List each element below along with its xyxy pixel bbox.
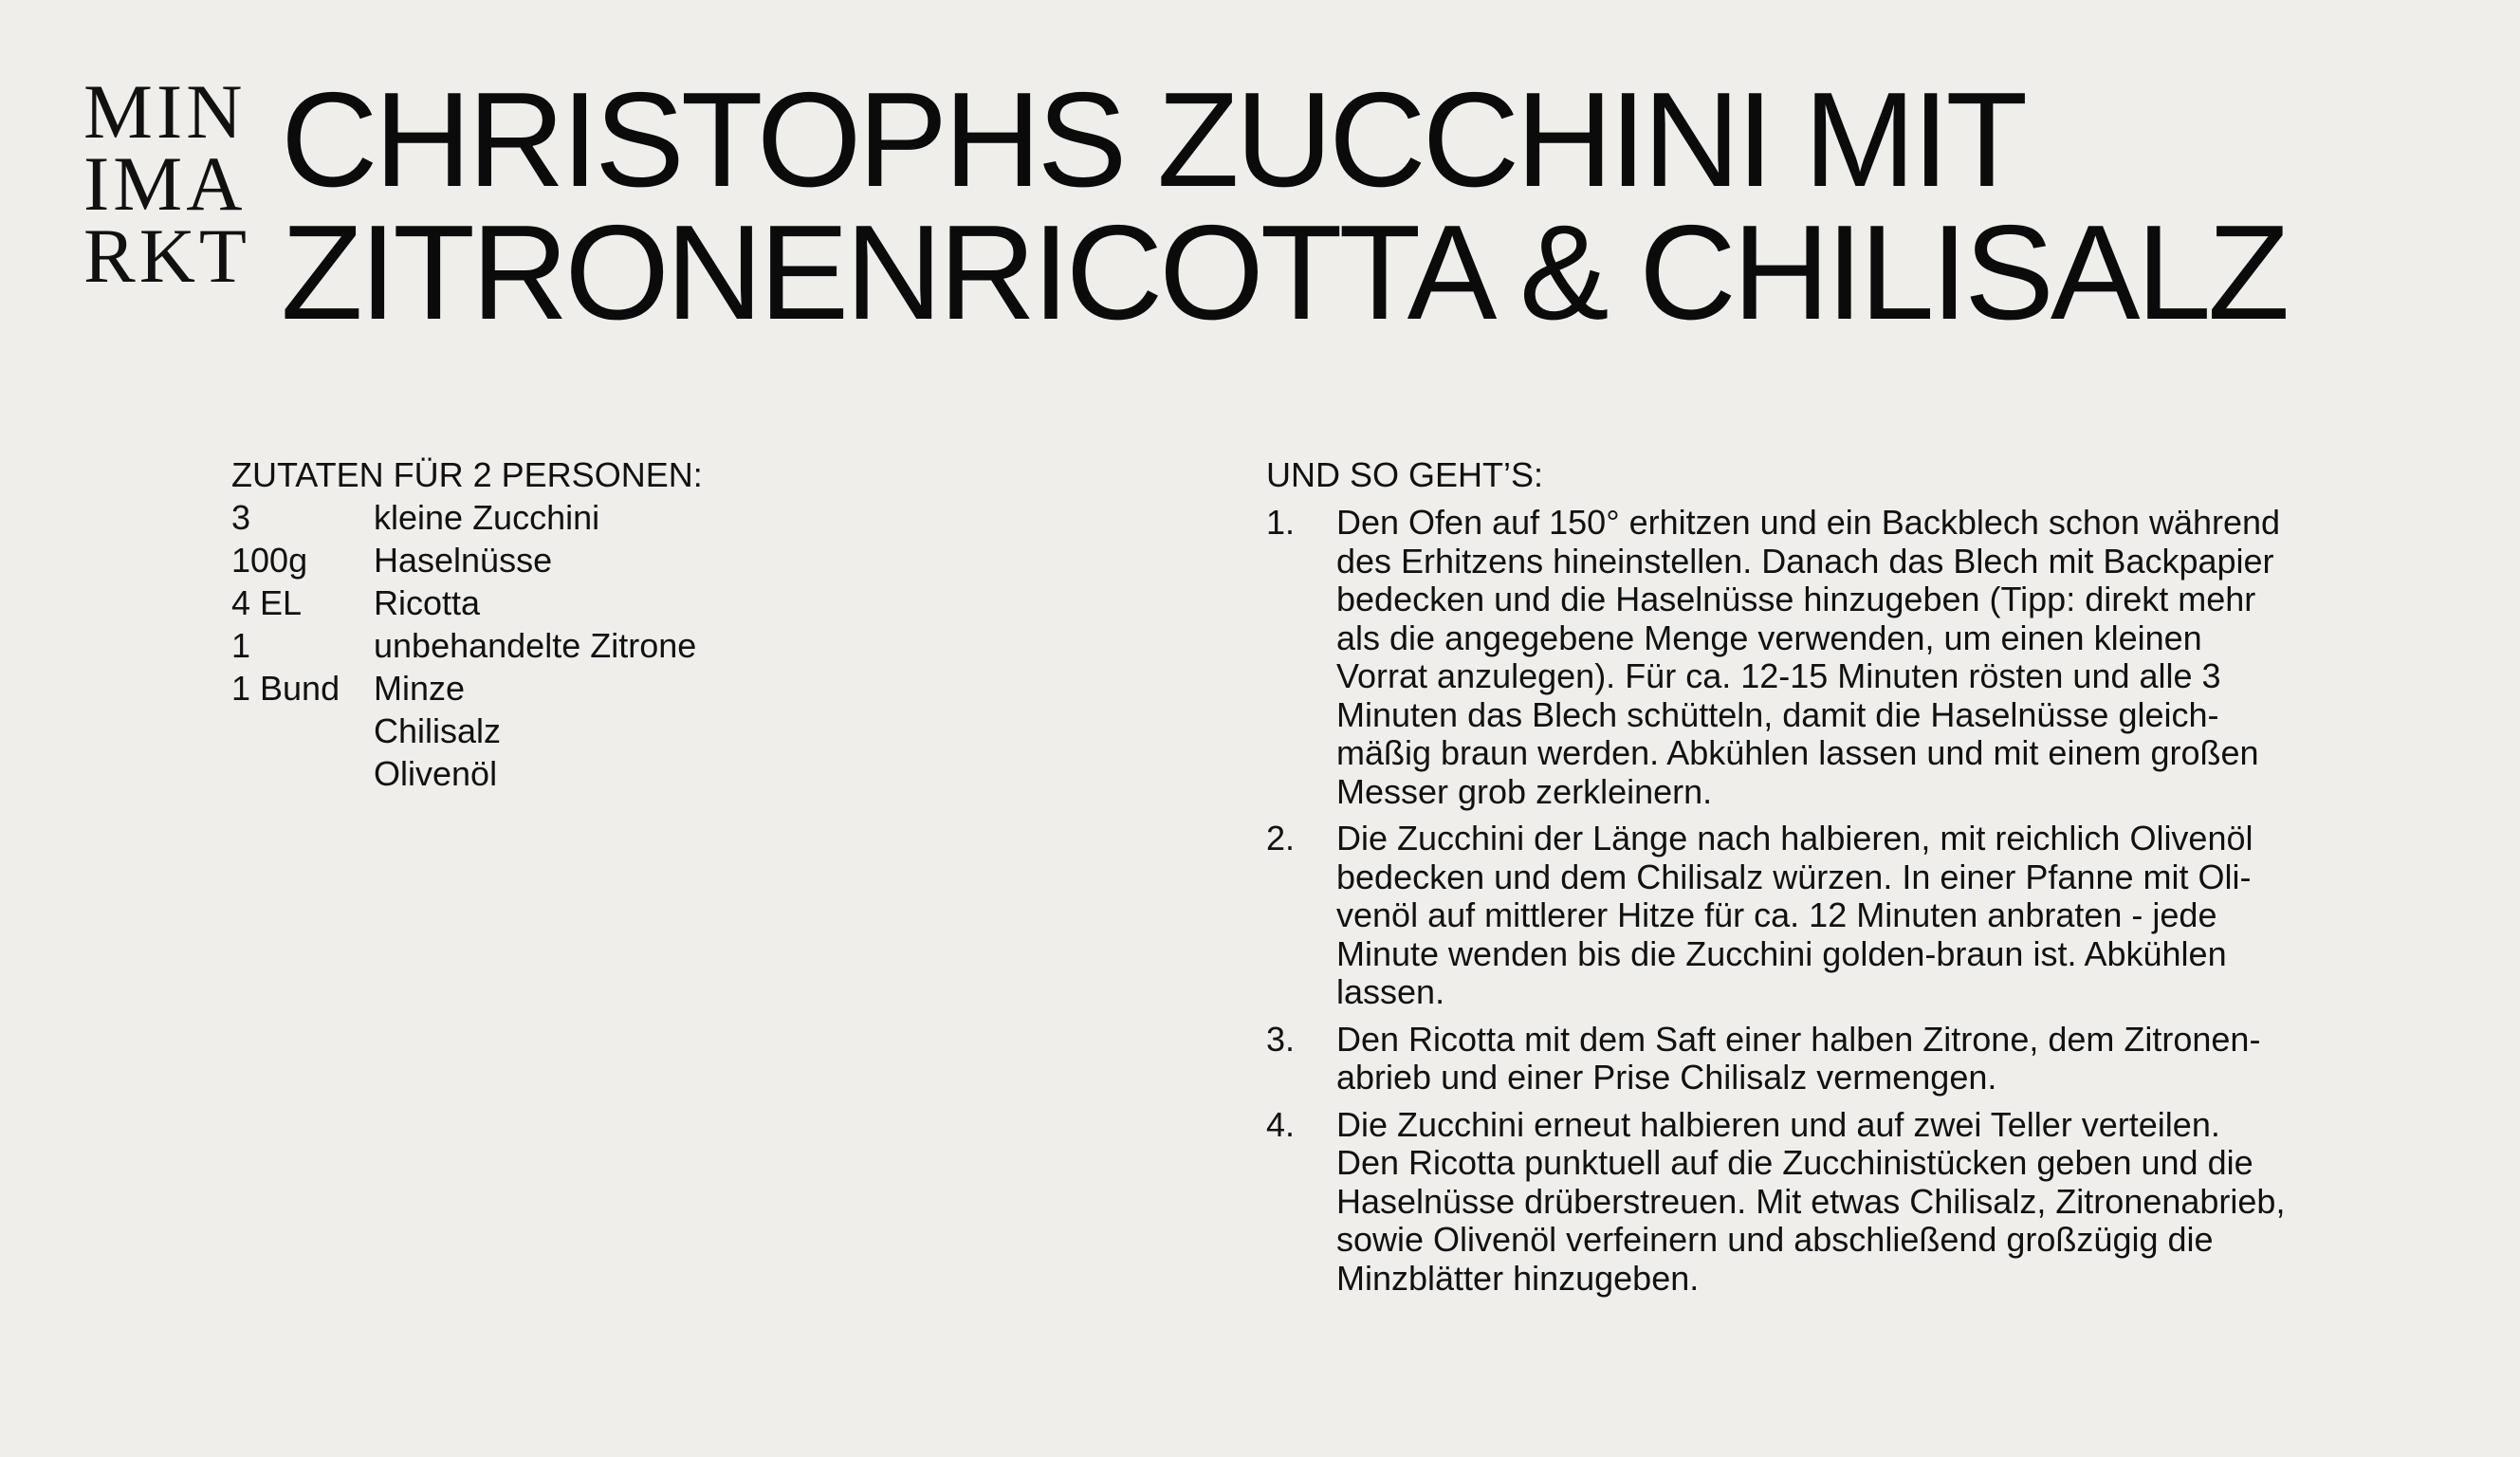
ingredient-name: Chilisalz	[374, 711, 502, 750]
ingredient-name: Ricotta	[374, 583, 481, 622]
ingredients-heading: ZUTATEN FÜR 2 PERSONEN:	[231, 455, 703, 494]
ingredient-quantity: 1	[231, 626, 251, 665]
step-line: Vorrat anzulegen). Für ca. 12-15 Minuten rösten und alle 3	[1336, 656, 2221, 695]
step-line: bedecken und dem Chilisalz würzen. In einer Pfanne mit Oli-	[1336, 857, 2252, 896]
steps-list	[1266, 504, 2309, 1298]
step-text	[1336, 1106, 2309, 1299]
ingredient-name: Haselnüsse	[374, 541, 553, 580]
logo-line: MIN	[83, 68, 247, 155]
ingredient-item	[231, 539, 1085, 581]
ingredient-quantity	[231, 752, 374, 795]
step-line: Die Zucchini der Länge nach halbieren, mit reichlich Olivenöl	[1336, 819, 2253, 858]
step-line: Den Ofen auf 150° erhitzen und ein Backblech schon während	[1336, 503, 2281, 542]
step-line: des Erhitzens hineinstellen. Danach das Blech mit Backpapier	[1336, 541, 2274, 581]
step-line: lassen.	[1336, 972, 1445, 1011]
step-line: sowie Olivenöl verfeinern und abschließend großzügig die	[1336, 1220, 2214, 1259]
step-text	[1336, 1021, 2309, 1097]
step-line: als die angegebene Menge verwenden, um einen kleinen	[1336, 618, 2202, 657]
steps-section	[1266, 453, 2309, 1306]
recipe-title	[281, 65, 2462, 348]
step-number: 3.	[1266, 1019, 1296, 1059]
step-number: 4.	[1266, 1104, 1296, 1144]
ingredient-item	[231, 496, 1085, 539]
step-line: Den Ricotta punktuell auf die Zucchinistücken geben und die	[1336, 1143, 2253, 1182]
ingredient-name: unbehandelte Zitrone	[374, 626, 697, 665]
step-number: 2.	[1266, 819, 1296, 858]
step-number: 1.	[1266, 503, 1296, 542]
ingredient-quantity: 3	[231, 498, 251, 537]
step-line: Haselnüsse drüberstreuen. Mit etwas Chilisalz, Zitronenabrieb,	[1336, 1181, 2286, 1221]
ingredient-item	[231, 624, 1085, 667]
ingredient-name: Minze	[374, 669, 466, 708]
ingredients-section	[231, 453, 1085, 795]
step-line: bedecken und die Haselnüsse hinzugeben (Tipp: direkt mehr	[1336, 580, 2256, 618]
step-text	[1336, 820, 2309, 1012]
ingredient-item	[231, 581, 1085, 624]
step-line: Messer grob zerkleinern.	[1336, 771, 1713, 811]
steps-heading: UND SO GEHT’S:	[1266, 455, 1544, 494]
minimarkt-logo	[83, 68, 264, 299]
ingredient-quantity: 4 EL	[231, 583, 303, 622]
ingredient-item	[231, 752, 1085, 795]
step-item	[1266, 820, 2309, 1012]
logo-line: RKT	[83, 212, 250, 299]
step-line: mäßig braun werden. Abkühlen lassen und mit einem großen	[1336, 733, 2259, 772]
logo-line: IMA	[83, 140, 247, 227]
title-line: CHRISTOPHS ZUCCHINI MIT	[281, 65, 2025, 215]
step-line: Die Zucchini erneut halbieren und auf zwei Teller verteilen.	[1336, 1104, 2220, 1144]
step-text	[1336, 504, 2309, 811]
title-line: ZITRONENRICOTTA & CHILISALZ	[281, 197, 2287, 348]
step-item	[1266, 1106, 2309, 1299]
step-item	[1266, 1021, 2309, 1097]
step-line: abrieb und einer Prise Chilisalz vermengen.	[1336, 1058, 1997, 1097]
step-line: Minuten das Blech schütteln, damit die Haselnüsse gleich-	[1336, 694, 2219, 734]
ingredient-quantity: 1 Bund	[231, 669, 340, 708]
ingredient-quantity	[231, 710, 374, 752]
step-line: Minute wenden bis die Zucchini golden-braun ist. Abkühlen	[1336, 933, 2227, 973]
ingredient-item	[231, 667, 1085, 710]
ingredient-name: Olivenöl	[374, 754, 498, 793]
ingredient-item	[231, 710, 1085, 752]
step-line: Minzblätter hinzugeben.	[1336, 1258, 1700, 1298]
ingredient-quantity: 100g	[231, 541, 308, 580]
step-line: venöl auf mittlerer Hitze für ca. 12 Minuten anbraten - jede	[1336, 895, 2217, 934]
ingredients-list	[231, 496, 1085, 795]
ingredient-name: kleine Zucchini	[374, 498, 600, 537]
step-line: Den Ricotta mit dem Saft einer halben Zitrone, dem Zitronen-	[1336, 1019, 2261, 1059]
step-item	[1266, 504, 2309, 811]
